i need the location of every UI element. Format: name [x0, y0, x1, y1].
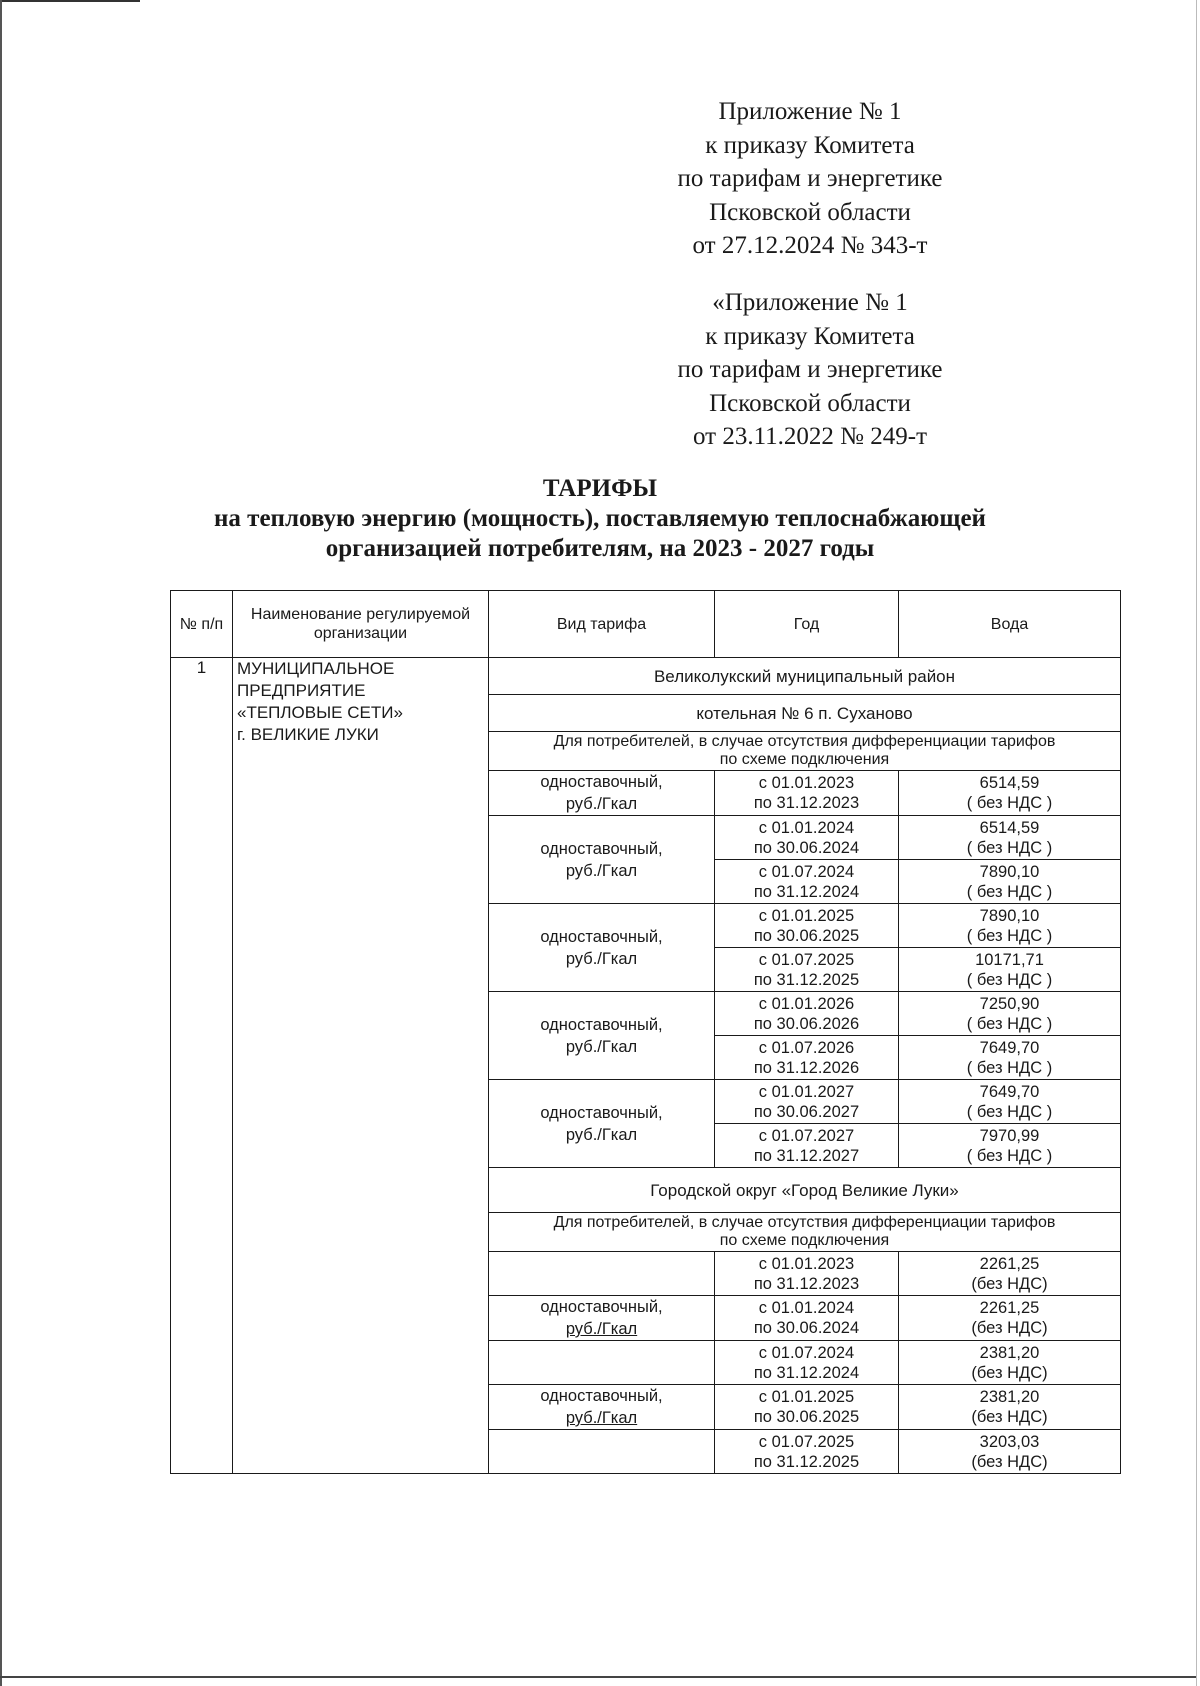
period-to: по 31.12.2026	[753, 1058, 860, 1077]
document-title	[100, 474, 1100, 564]
table-row	[171, 658, 1121, 695]
tariff-value: 2261,25	[979, 1254, 1040, 1273]
district-name: Городской округ «Город Великие Луки»	[489, 1168, 1121, 1213]
organization-name	[233, 658, 489, 1474]
period-cell	[715, 1341, 899, 1385]
appendix-line: к приказу Комитета	[705, 131, 915, 159]
value-cell	[899, 1124, 1121, 1168]
tariff-value: 7890,10	[979, 906, 1040, 925]
tariff-value: 7890,10	[979, 862, 1040, 881]
value-cell	[899, 904, 1121, 948]
period-to: по 31.12.2024	[753, 882, 860, 901]
period-from: с 01.07.2024	[758, 862, 855, 881]
appendix-line: от 23.11.2022 № 249-т	[692, 423, 928, 450]
consumers-line: по схеме подключения	[719, 1232, 890, 1249]
header-organization: Наименование регулируемой организации	[233, 591, 489, 658]
kind-line: руб./Гкал	[565, 1409, 638, 1427]
vat-note: ( без НДС )	[966, 838, 1053, 857]
value-cell	[899, 992, 1121, 1036]
vat-note: (без НДС)	[971, 1452, 1048, 1471]
kind-line: одноставочный,	[540, 1103, 663, 1122]
kind-line: одноставочный,	[540, 773, 663, 791]
vat-note: ( без НДС )	[966, 882, 1053, 901]
vat-note: (без НДС)	[971, 1408, 1048, 1426]
vat-note: ( без НДС )	[966, 1058, 1053, 1077]
period-from: с 01.07.2026	[758, 1038, 855, 1057]
period-cell	[715, 1036, 899, 1080]
title-line: ТАРИФЫ	[542, 475, 658, 502]
period-cell	[715, 1124, 899, 1168]
period-from: с 01.01.2023	[758, 1254, 855, 1273]
period-cell	[715, 771, 899, 816]
header-year: Год	[715, 591, 899, 658]
vat-note: ( без НДС )	[966, 970, 1053, 989]
kind-line: руб./Гкал	[565, 949, 638, 968]
period-from: с 01.01.2024	[758, 1299, 855, 1317]
appendix-line: по тарифам и энергетике	[677, 165, 943, 192]
value-cell	[899, 860, 1121, 904]
kind-line: одноставочный,	[540, 1298, 663, 1316]
period-from: с 01.01.2025	[758, 906, 855, 925]
value-cell	[899, 771, 1121, 816]
period-from: с 01.01.2025	[758, 1388, 855, 1406]
consumers-note	[489, 732, 1121, 771]
appendix-line: к приказу Комитета	[705, 322, 915, 350]
appendix-line: Псковской области	[709, 389, 911, 417]
tariff-value: 7649,70	[979, 1038, 1040, 1057]
scan-edge-right	[1196, 0, 1197, 1686]
org-line: МУНИЦИПАЛЬНОЕ	[237, 659, 395, 678]
period-cell	[715, 1430, 899, 1474]
value-cell	[899, 948, 1121, 992]
kind-line: руб./Гкал	[565, 1125, 638, 1144]
vat-note: ( без НДС )	[966, 794, 1053, 812]
tariff-kind	[489, 771, 715, 816]
tariff-value: 7649,70	[979, 1082, 1040, 1101]
appendix-line: Псковской области	[709, 198, 911, 226]
tariff-value: 10171,71	[975, 950, 1044, 969]
tariff-value: 2381,20	[979, 1388, 1040, 1406]
value-cell	[899, 816, 1121, 860]
tariff-kind-empty	[489, 1252, 715, 1296]
period-to: по 30.06.2024	[753, 1319, 860, 1337]
header-tariff-type: Вид тарифа	[489, 591, 715, 658]
tariff-value: 7970,99	[979, 1126, 1040, 1145]
tariff-value: 6514,59	[979, 818, 1040, 837]
value-cell	[899, 1036, 1121, 1080]
boiler-name: котельная № 6 п. Суханово	[489, 695, 1121, 732]
value-cell	[899, 1296, 1121, 1341]
appendix-line: «Приложение № 1	[712, 289, 908, 316]
appendix-previous	[640, 286, 980, 454]
appendix-line: по тарифам и энергетике	[677, 356, 943, 383]
vat-note: ( без НДС )	[966, 1102, 1053, 1121]
org-line: «ТЕПЛОВЫЕ СЕТИ»	[237, 703, 403, 722]
vat-note: ( без НДС )	[966, 1146, 1053, 1165]
period-to: по 30.06.2027	[753, 1102, 860, 1121]
tariff-kind	[489, 816, 715, 904]
period-to: по 31.12.2023	[753, 1274, 860, 1293]
kind-line: руб./Гкал	[565, 1320, 638, 1338]
period-cell	[715, 1252, 899, 1296]
period-from: с 01.01.2027	[758, 1082, 855, 1101]
kind-line: руб./Гкал	[565, 861, 638, 880]
tariff-value: 7250,90	[979, 994, 1040, 1013]
district-name: Великолукский муниципальный район	[489, 658, 1121, 695]
consumers-note	[489, 1213, 1121, 1252]
period-to: по 31.12.2027	[753, 1146, 860, 1165]
period-from: с 01.07.2025	[758, 950, 855, 969]
period-from: с 01.01.2023	[758, 774, 855, 792]
value-cell	[899, 1430, 1121, 1474]
period-to: по 31.12.2025	[753, 970, 860, 989]
vat-note: (без НДС)	[971, 1274, 1048, 1293]
header-water: Вода	[899, 591, 1121, 658]
period-from: с 01.01.2026	[758, 994, 855, 1013]
title-line: на тепловую энергию (мощность), поставляемую теплоснабжающей	[214, 505, 986, 532]
org-line: ПРЕДПРИЯТИЕ	[237, 681, 366, 700]
period-to: по 31.12.2025	[753, 1452, 860, 1471]
tariff-kind	[489, 1296, 715, 1341]
tariff-kind-empty	[489, 1430, 715, 1474]
period-cell	[715, 1080, 899, 1124]
vat-note: ( без НДС )	[966, 1014, 1053, 1033]
consumers-line: по схеме подключения	[719, 751, 890, 768]
period-to: по 30.06.2025	[753, 926, 860, 945]
value-cell	[899, 1385, 1121, 1430]
header-number: № п/п	[171, 591, 233, 658]
period-cell	[715, 904, 899, 948]
value-cell	[899, 1252, 1121, 1296]
table-header-row	[171, 591, 1121, 658]
tariff-value: 3203,03	[979, 1432, 1040, 1451]
kind-line: одноставочный,	[540, 1015, 663, 1034]
scan-edge-left	[0, 0, 2, 1686]
value-cell	[899, 1080, 1121, 1124]
row-number: 1	[171, 658, 233, 1474]
kind-line: руб./Гкал	[565, 795, 638, 813]
period-from: с 01.07.2027	[758, 1126, 855, 1145]
tariff-kind	[489, 1385, 715, 1430]
kind-line: руб./Гкал	[565, 1037, 638, 1056]
period-to: по 30.06.2026	[753, 1014, 860, 1033]
tariffs-table	[170, 590, 1121, 1474]
period-to: по 30.06.2024	[753, 838, 860, 857]
tariff-value: 6514,59	[979, 774, 1040, 792]
period-cell	[715, 1296, 899, 1341]
period-from: с 01.07.2025	[758, 1432, 855, 1451]
kind-line: одноставочный,	[540, 1387, 663, 1405]
scan-edge-bottom	[0, 1676, 1196, 1678]
consumers-line: Для потребителей, в случае отсутствия дифференциации тарифов	[553, 1214, 1056, 1231]
period-cell	[715, 1385, 899, 1430]
kind-line: одноставочный,	[540, 927, 663, 946]
period-from: с 01.07.2024	[758, 1343, 855, 1362]
vat-note: (без НДС)	[971, 1363, 1048, 1382]
appendix-current	[640, 95, 980, 263]
vat-note: ( без НДС )	[966, 926, 1053, 945]
period-cell	[715, 992, 899, 1036]
period-to: по 30.06.2025	[753, 1408, 860, 1426]
period-from: с 01.01.2024	[758, 818, 855, 837]
appendix-line: Приложение № 1	[718, 98, 902, 125]
tariff-value: 2381,20	[979, 1343, 1040, 1362]
period-cell	[715, 816, 899, 860]
consumers-line: Для потребителей, в случае отсутствия дифференциации тарифов	[553, 733, 1056, 750]
appendix-line: от 27.12.2024 № 343-т	[692, 232, 928, 259]
period-to: по 31.12.2024	[753, 1363, 860, 1382]
period-cell	[715, 948, 899, 992]
org-line: г. ВЕЛИКИЕ ЛУКИ	[237, 725, 379, 744]
tariff-kind	[489, 1080, 715, 1168]
value-cell	[899, 1341, 1121, 1385]
period-to: по 31.12.2023	[753, 794, 860, 812]
vat-note: (без НДС)	[971, 1319, 1048, 1337]
title-line: организацией потребителям, на 2023 - 2027 годы	[325, 535, 875, 562]
period-cell	[715, 860, 899, 904]
tariff-kind	[489, 992, 715, 1080]
scan-edge-top	[0, 0, 140, 2]
kind-line: одноставочный,	[540, 839, 663, 858]
tariff-value: 2261,25	[979, 1299, 1040, 1317]
tariff-kind-empty	[489, 1341, 715, 1385]
tariff-kind	[489, 904, 715, 992]
